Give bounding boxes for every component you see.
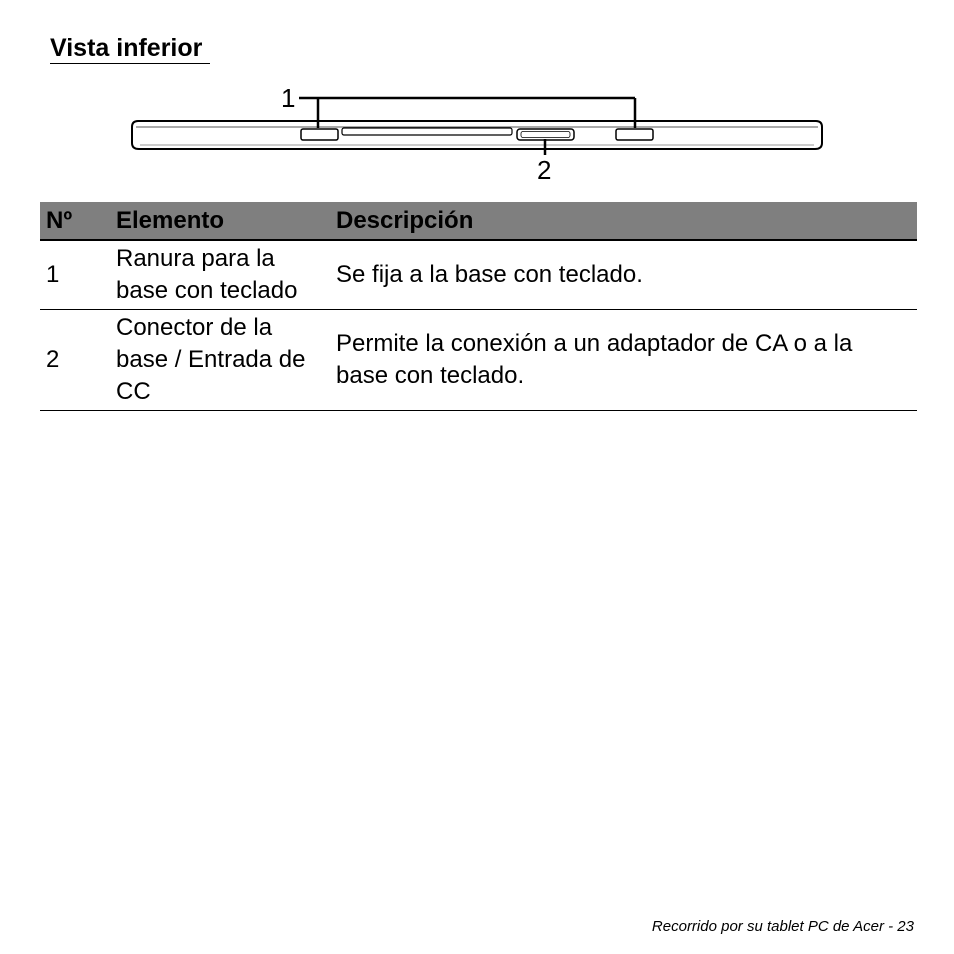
callout-1-label: 1 [281,83,296,113]
groove-slot [342,128,512,135]
header-description: Descripción [330,202,917,240]
header-number: Nº [40,202,110,240]
table-row [40,240,917,310]
row-number: 1 [40,240,110,310]
section-title: Vista inferior [50,33,210,64]
tablet-bottom-view-figure [0,80,954,190]
row-element: Conector de la base / Entrada de CC [110,310,330,411]
dock-slot-right [616,129,653,140]
table-row [40,310,917,411]
page-footer: Recorrido por su tablet PC de Acer - 23 [651,918,914,935]
tablet-bottom-illustration [0,80,954,190]
table-header-row [40,202,917,240]
callout-2-label: 2 [537,155,552,185]
row-description: Permite la conexión a un adaptador de CA o a la base con teclado. [330,310,917,411]
dock-connector [517,129,574,140]
row-element: Ranura para la base con teclado [110,240,330,310]
components-table [40,202,917,411]
row-description: Se fija a la base con teclado. [330,240,917,310]
dock-slot-left [301,129,338,140]
header-element: Elemento [110,202,330,240]
row-number: 2 [40,310,110,411]
